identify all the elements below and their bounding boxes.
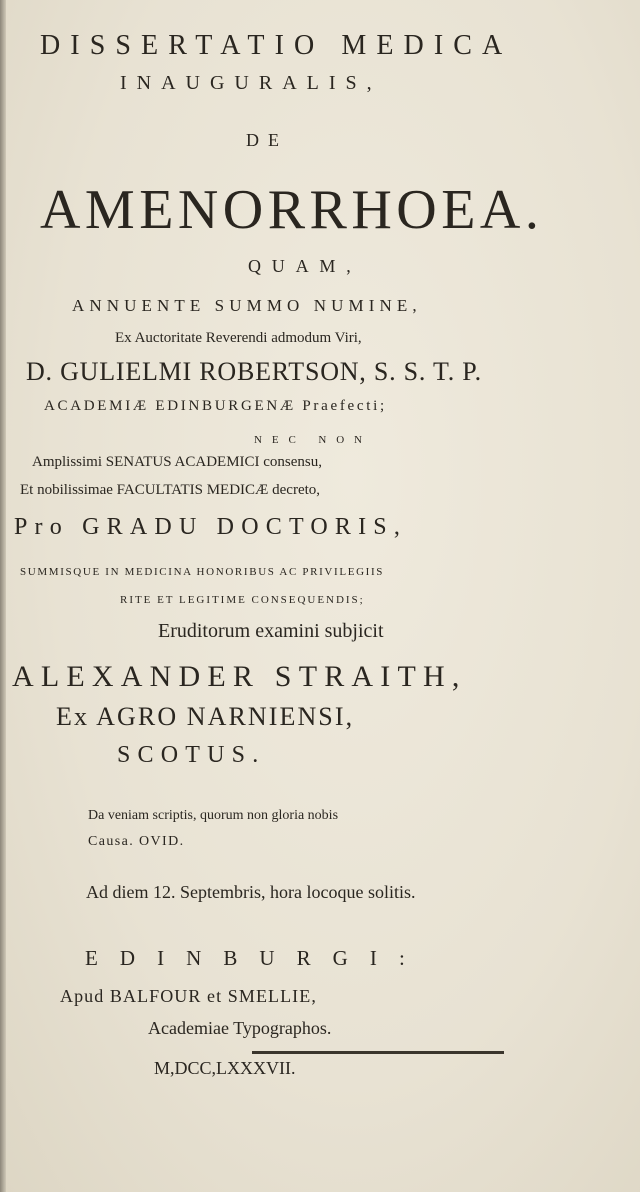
- nec-non: NEC NON: [254, 434, 372, 446]
- heading-de: DE: [246, 130, 288, 150]
- facultatis-medicae: Et nobilissimae FACULTATIS MEDICÆ decreto,: [20, 482, 321, 498]
- heading-inauguralis: INAUGURALIS,: [120, 72, 382, 94]
- academiae-typographos: Academiae Typographos.: [148, 1018, 332, 1038]
- quam: QUAM,: [248, 256, 362, 276]
- title-amenorrhoea: AMENORRHOEA.: [40, 179, 544, 241]
- ex-agro-narniensi: Ex AGRO NARNIENSI,: [56, 702, 355, 731]
- scotus: SCOTUS.: [117, 742, 266, 768]
- summisque-in-medicina: SUMMISQUE IN MEDICINA HONORIBUS AC PRIVILEGIIS: [20, 566, 385, 578]
- epigraph-line-1: Da veniam scriptis, quorum non gloria nobis: [88, 808, 339, 823]
- epigraph-line-2: Causa. OVID.: [88, 834, 185, 849]
- date-mdcclxxxvii: M,DCC,LXXXVII.: [154, 1058, 296, 1078]
- ad-diem: Ad diem 12. Septembris, hora locoque solitis.: [86, 882, 416, 902]
- annuente-summo-numine: ANNUENTE SUMMO NUMINE,: [72, 296, 422, 315]
- publisher-balfour-smellie: Apud BALFOUR et SMELLIE,: [60, 986, 317, 1006]
- decorative-rule: [252, 1051, 504, 1054]
- eruditorum-examini: Eruditorum examini subjicit: [158, 620, 384, 642]
- ex-auctoritate: Ex Auctoritate Reverendi admodum Viri,: [115, 330, 362, 346]
- author-alexander-straith: ALEXANDER STRAITH,: [12, 660, 467, 693]
- gulielmi-robertson: D. GULIELMI ROBERTSON, S. S. T. P.: [26, 357, 482, 386]
- pro-gradu-doctoris: Pro GRADU DOCTORIS,: [14, 514, 408, 540]
- edinburgi: EDINBURGI:: [85, 946, 427, 970]
- rite-et-legitime: RITE ET LEGITIME CONSEQUENDIS;: [120, 594, 365, 606]
- senatus-academici: Amplissimi SENATUS ACADEMICI consensu,: [32, 454, 323, 470]
- academiae-edinburgenae: ACADEMIÆ EDINBURGENÆ Praefecti;: [44, 398, 387, 414]
- page-binding-edge: [0, 0, 6, 1192]
- heading-dissertatio-medica: DISSERTATIO MEDICA: [40, 30, 513, 61]
